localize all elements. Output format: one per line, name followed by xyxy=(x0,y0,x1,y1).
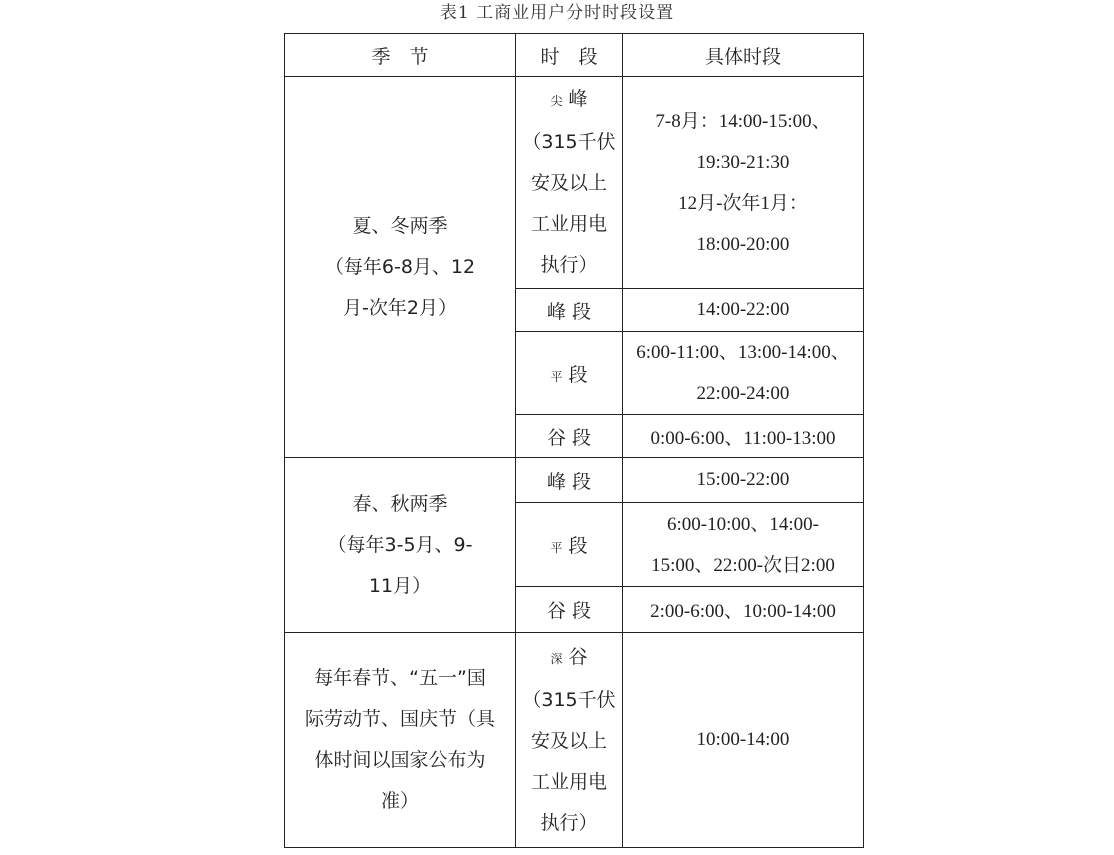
season-line: 春、秋两季 xyxy=(352,492,448,515)
period-note-line: 安及以上 xyxy=(530,729,607,752)
hours-cell xyxy=(623,503,864,587)
period-cell-valley xyxy=(516,587,623,633)
hours-cell xyxy=(623,289,864,332)
period-note-line: （315千伏 xyxy=(522,688,616,711)
hours-cell xyxy=(623,587,864,633)
period-note-line: 执行） xyxy=(540,811,598,834)
hours-line: 0:00-6:00、11:00-13:00 xyxy=(650,427,836,449)
season-line: 月-次年2月） xyxy=(343,296,457,319)
hours-line: 19:30-21:30 xyxy=(696,151,790,173)
hours-line: 14:00-22:00 xyxy=(696,299,790,320)
season-line: 11月） xyxy=(368,574,432,597)
hours-line: 12月-次年1月： xyxy=(678,192,808,214)
period-note-line: 安及以上 xyxy=(530,172,607,194)
period-label: 谷 xyxy=(568,645,588,668)
period-label: 峰 xyxy=(568,88,588,110)
period-prefix: 尖 xyxy=(550,94,563,108)
period-label: 峰 段 xyxy=(546,300,592,323)
period-label: 谷 段 xyxy=(546,600,592,622)
period-note-line: 执行） xyxy=(540,254,598,276)
season-cell-spring-autumn xyxy=(285,458,516,633)
season-cell-summer-winter xyxy=(285,77,516,458)
table-row xyxy=(285,633,864,848)
period-label: 峰 段 xyxy=(546,470,592,493)
period-prefix: 平 xyxy=(550,541,563,555)
table-row xyxy=(285,77,864,289)
hours-cell xyxy=(623,633,864,848)
hours-line: 6:00-11:00、13:00-14:00、 xyxy=(636,342,850,363)
season-line: 体时间以国家公布为 xyxy=(314,749,486,771)
table-row xyxy=(285,458,864,503)
hours-cell xyxy=(623,77,864,289)
period-cell-peak xyxy=(516,458,623,503)
season-line: （每年6-8月、12 xyxy=(324,255,476,278)
table-caption: 表1 工商业用户分时时段设置 xyxy=(439,3,675,23)
header-period: 时 段 xyxy=(516,34,623,77)
hours-line: 6:00-10:00、14:00- xyxy=(667,513,819,535)
hours-line: 15:00、22:00-次日2:00 xyxy=(651,554,835,576)
tariff-period-table xyxy=(284,33,864,848)
period-cell-deep-valley xyxy=(516,633,623,848)
season-line: 夏、冬两季 xyxy=(352,214,448,237)
period-cell-sharp-peak xyxy=(516,77,623,289)
period-note-line: 工业用电 xyxy=(530,770,607,793)
period-note-line: （315千伏 xyxy=(522,131,616,153)
season-cell-holidays xyxy=(285,633,516,848)
hours-cell xyxy=(623,332,864,415)
period-cell-valley xyxy=(516,415,623,458)
period-label: 段 xyxy=(568,535,588,557)
period-cell-flat xyxy=(516,503,623,587)
season-line: （每年3-5月、9- xyxy=(327,533,473,556)
header-hours: 具体时段 xyxy=(623,34,864,77)
header-row xyxy=(285,34,864,77)
period-note-line: 工业用电 xyxy=(530,213,607,235)
hours-line: 2:00-6:00、10:00-14:00 xyxy=(650,601,836,622)
period-label: 段 xyxy=(568,363,588,386)
hours-line: 7-8月：14:00-15:00、 xyxy=(655,110,831,132)
hours-line: 15:00-22:00 xyxy=(696,469,790,490)
season-line: 际劳动节、国庆节（具 xyxy=(304,708,495,730)
season-line: 准） xyxy=(380,790,419,812)
hours-line: 18:00-20:00 xyxy=(696,233,790,255)
period-cell-flat xyxy=(516,332,623,415)
period-label: 谷 段 xyxy=(546,426,592,449)
hours-line: 22:00-24:00 xyxy=(696,383,790,404)
hours-cell xyxy=(623,458,864,503)
header-season: 季 节 xyxy=(285,34,516,77)
hours-cell xyxy=(623,415,864,458)
season-line: 每年春节、“五一”国 xyxy=(314,667,486,689)
period-cell-peak xyxy=(516,289,623,332)
hours-line: 10:00-14:00 xyxy=(696,729,790,750)
period-prefix: 深 xyxy=(550,651,563,666)
period-prefix: 平 xyxy=(550,369,563,384)
